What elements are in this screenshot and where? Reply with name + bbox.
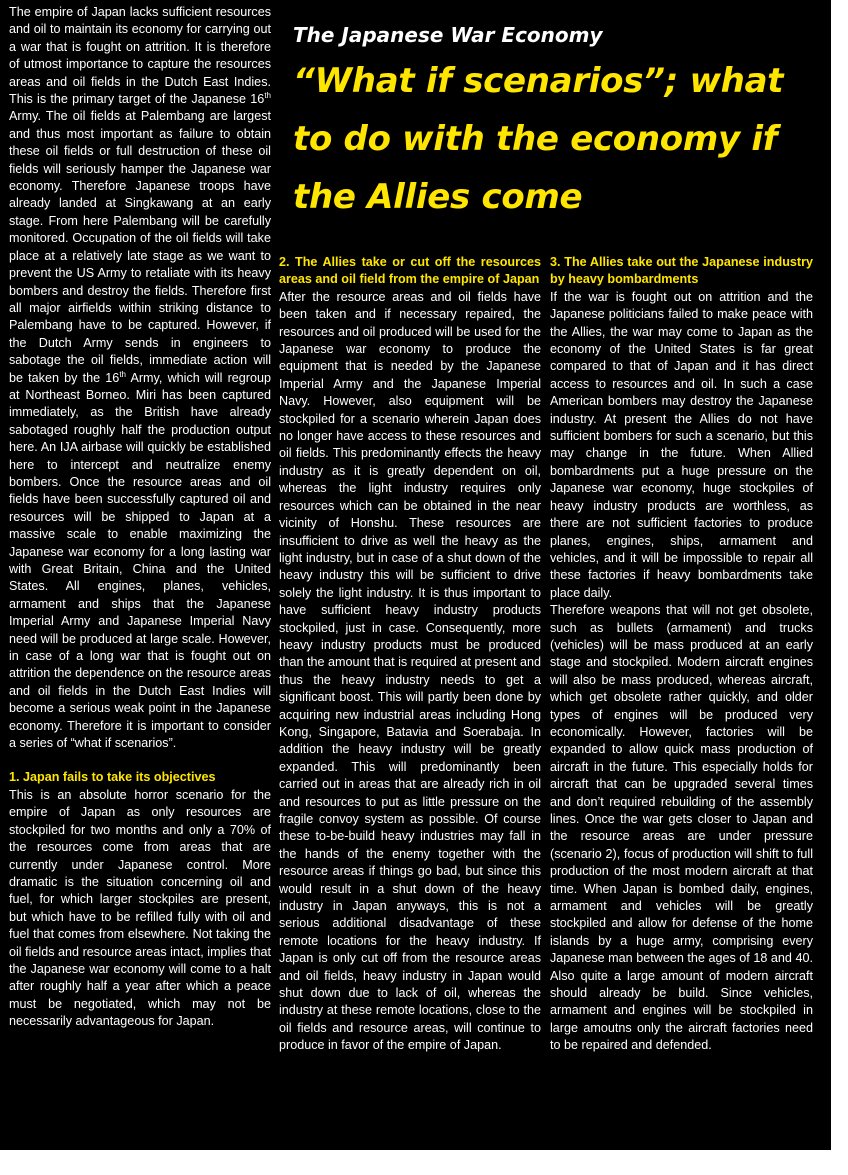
- article-title: “What if scenarios”; what to do with the economy if the Allies come: [293, 61, 784, 217]
- article-kicker: The Japanese War Economy: [293, 23, 603, 47]
- column-left: [9, 4, 271, 1031]
- intro-paragraph: The empire of Japan lacks sufficient resources and oil to maintain its economy for carrying out a war that is fought on attrition. It is therefore of utmost importance to capture the resources areas and oil fields in the Dutch East Indies. This is the primary target of the Japanese 16th Army. The oil fields at Palembang are largest and thus most important as failure to obtain these oil fields or full destruction of these oil fields will seriously hamper the Japanese war economy. Therefore Japanese troops have already landed at Singkawang at an early stage. From here Palembang will be carefully monitored. Occupation of the oil fields will take place at a relatively late stage as we want to prevent the US Army to retaliate with its heavy bombers and destroy the fields. Therefore first all major airfields within striking distance to Palembang have to be captured. However, if the Dutch Army sends in engineers to sabotage the oil fields, immediate action will be taken by the 16th Army, which will regroup at Northeast Borneo. Miri has been captured immediately, as the British have already sabotaged roughly half the production output here. An IJA airbase will quickly be established here to intercept and neutralize enemy bombers. Once the resource areas and oil fields have been successfully captured oil and resources will be shipped to Japan at a massive scale to enable maximizing the Japanese war economy for a long lasting war with Great Britain, China and the United States. All engines, planes, vehicles, armament and ships that the Japanese Imperial Army and Japanese Imperial Navy need will be produced at large scale. However, in case of a long war that is fought out on attrition the dependence on the resource areas and oil fields in the Dutch East Indies will become a serious weak point in the Japanese economy. Therefore it is important to consider a series of “what if scenarios”.: [9, 5, 271, 751]
- article-header: [293, 22, 818, 226]
- section-3-paragraph: If the war is fought out on attrition and the Japanese politicians failed to make peace with the Allies, the war may come to Japan as the economy of the United States is far great compared to that of Japan and it has direct access to resources and oil. In such a case American bombers may destroy the Japanese industry. At present the Allies do not have sufficient bombers for such a scenario, but this may change in the future. When Allied bombardments put a huge pressure on the Japanese war economy, huge stockpiles of heavy industry products are worthless, as there are not sufficient factories to produce planes, engines, ships, armament and vehicles, and it will be impossible to repair all these factories if heavy bombardments take place daily.: [550, 289, 813, 600]
- section-3-paragraph: Therefore weapons that will not get obsolete, such as bullets (armament) and trucks (vehicles) will be mass produced at an early stage and stockpiled. Modern aircraft engines will also be mass produced, whereas aircraft, which get obsolete rather quickly, and older types of engines will be produced very economically. However, factories will be expanded to allow quick mass production of aircraft in the future. This especially holds for aircraft that can be upgraded several times and don’t required rebuilding of the assembly lines. Once the war gets closer to Japan and the resource areas are under pressure (scenario 2), focus of production will shift to full production of the most modern aircraft at that time. When Japan is bombed daily, engines, armament and vehicles will be greatly stockpiled and allow for defense of the home islands by a huge army, comprising every Japanese man between the ages of 18 and 40. Also quite a large amount of modern aircraft should already be build. Since vehicles, armament and engines will be stockpiled in large amoutns only the aircraft factories need to be repaired and defended.: [550, 603, 813, 1053]
- section-1-body: This is an absolute horror scenario for the empire of Japan as only resources are stockpiled for two months and only a 70% of the resources come from areas that are currently under Japanese control. More dramatic is the situation concerning oil and fuel, for which larger stockpiles are present, but which have to be refilled fully with oil and fuel that comes from elsewhere. Not taking the oil fields and resource areas intact, implies that the Japanese war economy will come to a halt after roughly half a year after which a peace must be negotiated, which may not be necessarily advantageous for Japan.: [9, 787, 271, 1029]
- section-2-heading: 2. The Allies take or cut off the resources areas and oil field from the empire of Japan: [279, 255, 541, 287]
- section-3-heading: 3. The Allies take out the Japanese industry by heavy bombardments: [550, 255, 813, 287]
- section-2-body: After the resource areas and oil fields have been taken and if necessary repaired, the resources and oil produced will be used for the Japanese war economy to produce the equipment that is needed by the Japanese Imperial Army and the Japanese Imperial Navy. However, also equipment will be stockpiled for a scenario wherein Japan does no longer have access to these resources and oil fields. This predominantly effects the heavy industry as it is greatly dependent on oil, whereas the light industry requires only resources which can be obtained in the near vicinity of Honshu. These resources are insufficient to drive as well the heavy as the light industry, but in case of a shut down of the heavy industry this will be sufficient to drive solely the light industry. It is thus important to have sufficient heavy industry products stockpiled, just in case. Consequently, more heavy industry products must be produced than the amount that is required at present and thus the heavy industry needs to get a significant boost. This will partly been done by acquiring new industrial areas including Hong Kong, Singapore, Batavia and Soerabaja. In addition the heavy industry will be greatly expanded. This will predominantly been carried out in areas that are already rich in oil and resources to put as little pressure on the fragile convoy system as possible. Of course these to-be-build heavy industries may fall in the hands of the enemy together with the resource areas if things go bad, but since this would result in a shut down of the heavy industry in Japan anyways, this is not a serious additional disadvantage of these remote locations for the heavy industry. If Japan is only cut off from the resource areas and oil fields, heavy industry in Japan would shut down due to lack of oil, whereas the industry at these remote locations, close to the oil fields and resource areas, will continue to produce in favor of the empire of Japan.: [279, 289, 541, 1053]
- column-right: [550, 254, 813, 1055]
- section-1-heading: 1. Japan fails to take its objectives: [9, 770, 216, 785]
- column-middle: [279, 254, 541, 1055]
